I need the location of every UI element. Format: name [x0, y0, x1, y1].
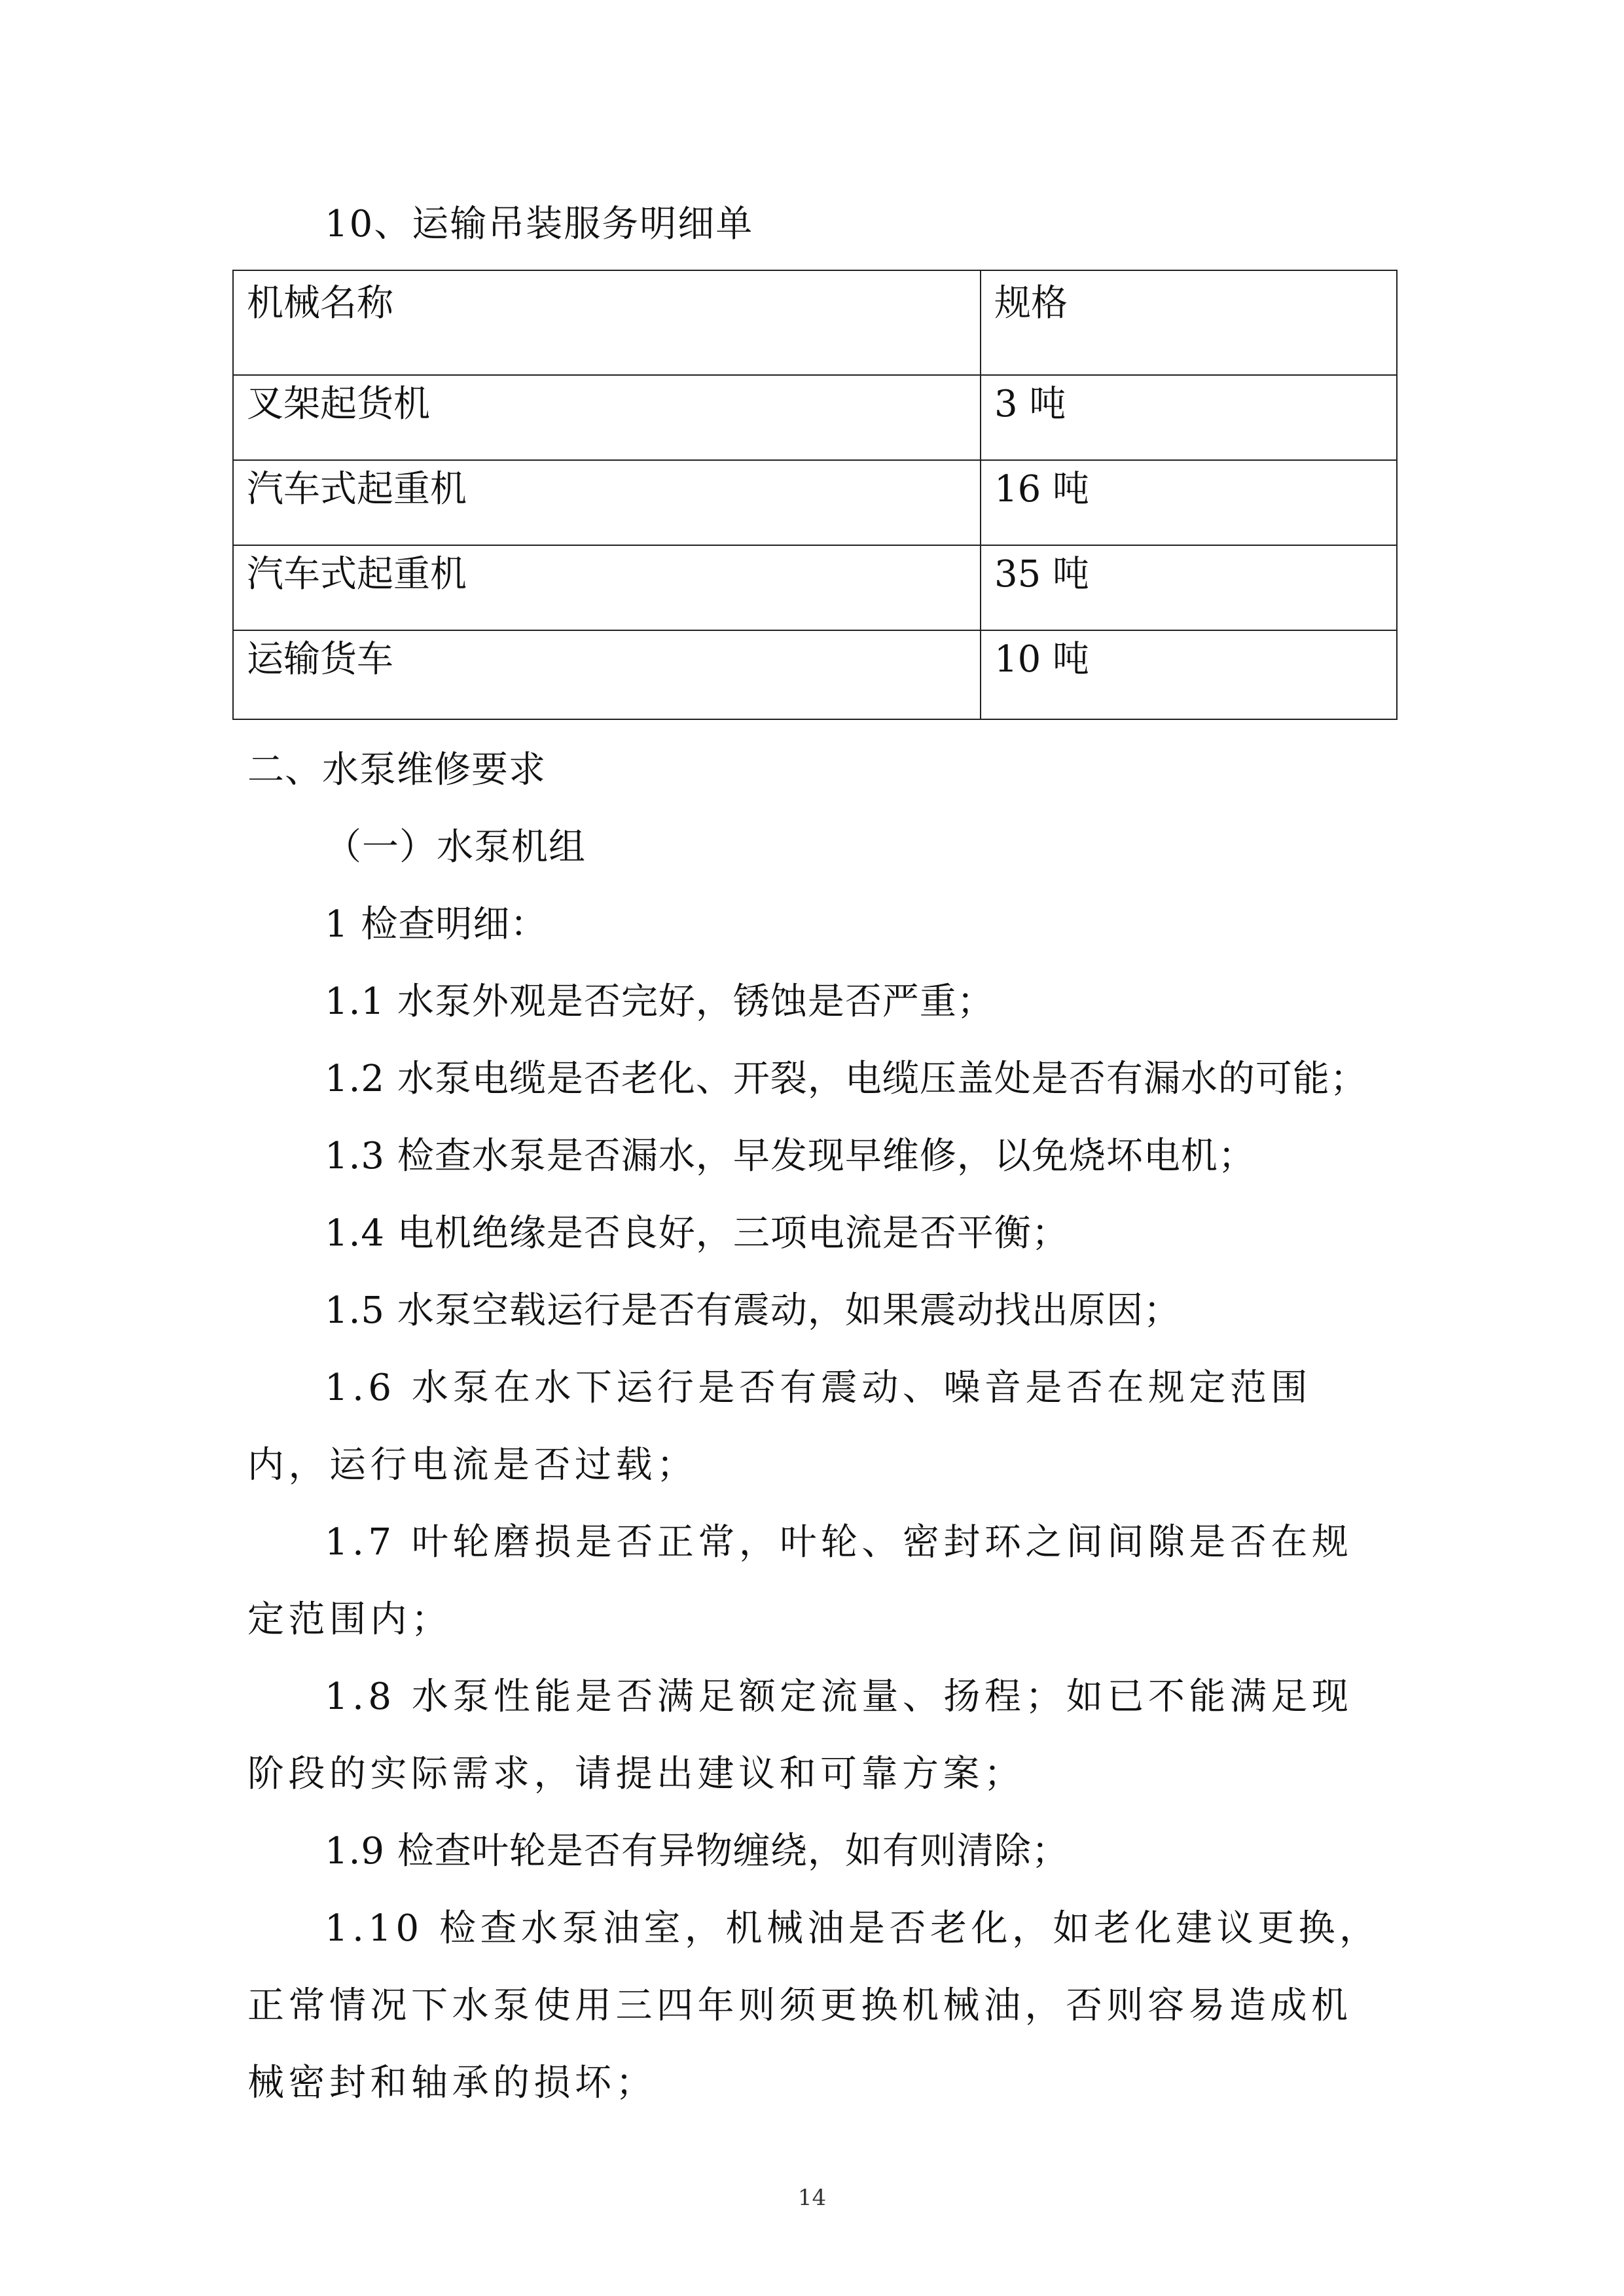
check-item: 1.9 检查叶轮是否有异物缠绕，如有则清除；	[325, 1830, 1069, 1873]
cell-spec: 3 吨	[981, 375, 1397, 460]
table-row	[233, 375, 1397, 460]
table-header-row	[233, 270, 1397, 375]
equipment-table	[232, 270, 1398, 720]
check-item: 1.4 电机绝缘是否良好，三项电流是否平衡；	[325, 1212, 1069, 1255]
check-item: 1.5 水泵空载运行是否有震动，如果震动找出原因；	[325, 1289, 1181, 1332]
cell-name: 汽车式起重机	[233, 460, 981, 545]
table-row	[233, 630, 1397, 719]
cell-name: 叉架起货机	[233, 375, 981, 460]
check-item: 1.6 水泵在水下运行是否有震动、噪音是否在规定范围内，运行电流是否过载；	[247, 1367, 1312, 1486]
column-header-spec: 规格	[981, 270, 1397, 375]
cell-name: 运输货车	[233, 630, 981, 719]
check-item: 1.10 检查水泵油室，机械油是否老化，如老化建议更换，正常情况下水泵使用三四年则须更换机械油，否则容易造成机械密封和轴承的损坏；	[247, 1907, 1380, 2104]
check-item: 1.2 水泵电缆是否老化、开裂，电缆压盖处是否有漏水的可能；	[325, 1058, 1367, 1100]
check-item: 1.7 叶轮磨损是否正常，叶轮、密封环之间间隙是否在规定范围内；	[247, 1521, 1353, 1641]
table-row	[233, 460, 1397, 545]
check-item: 1.8 水泵性能是否满足额定流量、扬程；如已不能满足现阶段的实际需求，请提出建议和可靠方案；	[247, 1676, 1353, 1795]
cell-spec: 10 吨	[981, 630, 1397, 719]
cell-name: 汽车式起重机	[233, 545, 981, 630]
page-number: 14	[797, 2185, 827, 2211]
check-list-title: 1 检查明细：	[325, 903, 548, 946]
section-heading: 二、水泵维修要求	[247, 749, 546, 791]
subsection-heading: （一）水泵机组	[325, 826, 586, 869]
column-header-name: 机械名称	[233, 270, 981, 375]
check-item: 1.1 水泵外观是否完好，锈蚀是否严重；	[325, 980, 994, 1023]
table-heading: 10、运输吊装服务明细单	[325, 203, 754, 245]
cell-spec: 16 吨	[981, 460, 1397, 545]
cell-spec: 35 吨	[981, 545, 1397, 630]
table-row	[233, 545, 1397, 630]
check-item: 1.3 检查水泵是否漏水，早发现早维修，以免烧坏电机；	[325, 1135, 1255, 1177]
